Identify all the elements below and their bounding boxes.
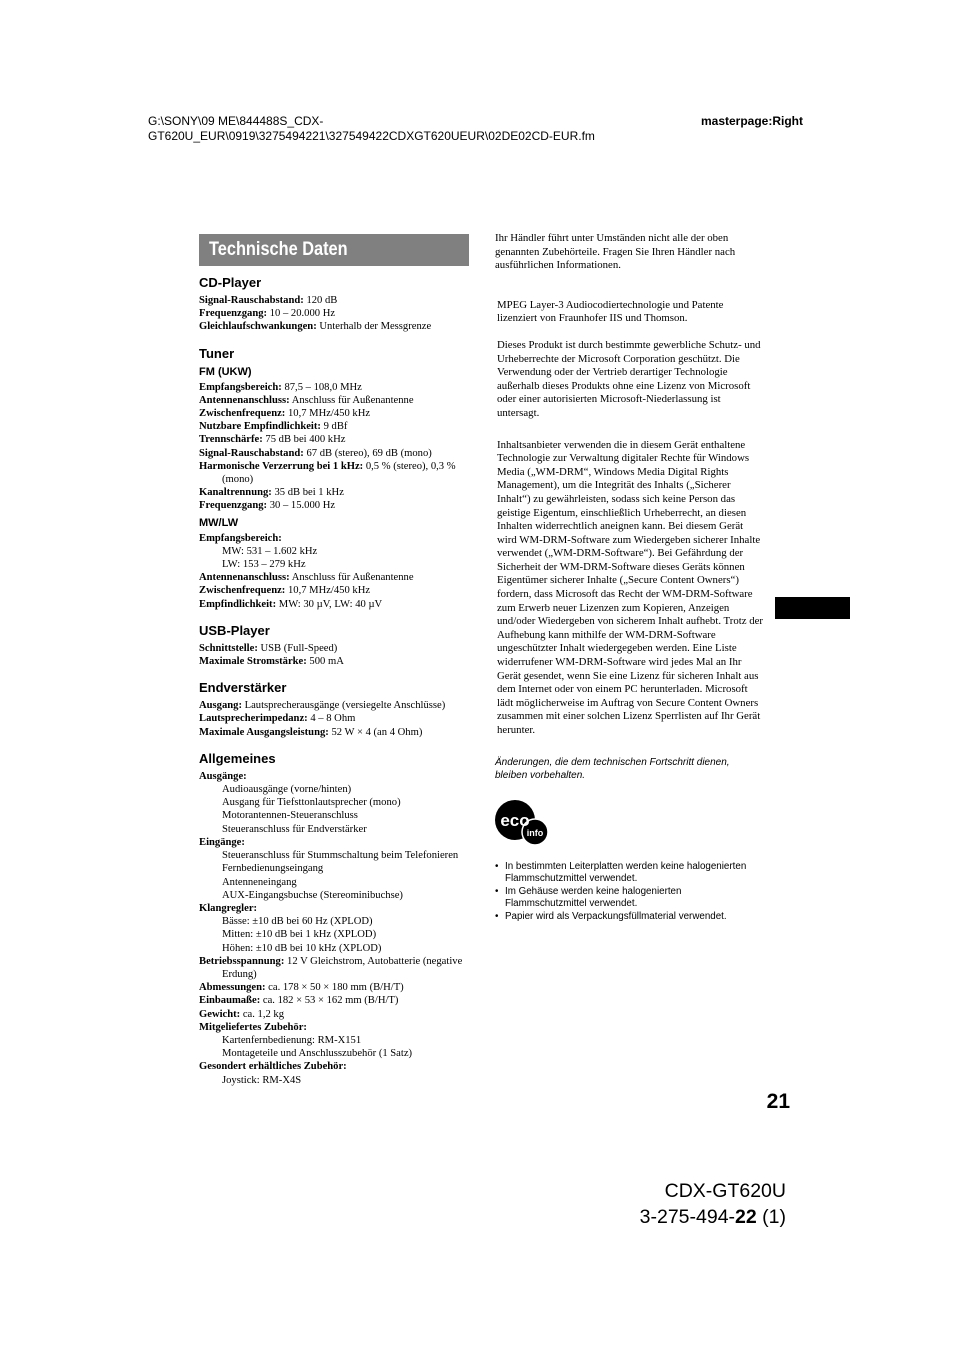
amp-specs: Ausgang: Lautsprecherausgänge (versiegelte Anschlüsse) Lautsprecherimpedanz: 4 – 8 Ohm Maximale Ausgangsleistung: 52 W × 4 (an 4 Ohm)	[199, 700, 446, 738]
cd-specs: Signal-Rauschabstand: 120 dB Frequenzgang: 10 – 20.000 Hz Gleichlaufschwankungen: Unterhalb der Messgrenze	[199, 295, 432, 333]
language-tab-marker	[775, 597, 850, 619]
eco-info-icon	[495, 800, 763, 853]
section-title-bar	[199, 234, 469, 266]
list-item: • Im Gehäuse werden keine halogenierten Flammschutzmittel verwendet.	[495, 886, 763, 911]
svg-text:eco: eco	[500, 810, 530, 830]
file-path-line-2: GT620U_EUR\0919\3275494221\327549422CDXGT620UEUR\02DE02CD-EUR.fm	[148, 129, 595, 143]
cd-heading: CD-Player	[199, 275, 262, 290]
model-name: CDX-GT620U	[664, 1180, 786, 1202]
section-title: Technische Daten	[209, 239, 348, 260]
svg-text:info: info	[526, 827, 544, 838]
amp-heading: Endverstärker	[199, 680, 287, 696]
microsoft-note: Dieses Produkt ist durch bestimmte gewerbliche Schutz- und Urheberrechte der Microsoft Corporation geschützt. Die Verwendung oder der Vertrieb derartiger Technologie außerhalb dieses Produkts ohne eine Lizenz von Microsoft oder einer autorisierten Microsoft-Niederlassung ist untersagt.	[497, 338, 761, 419]
changes-note: Änderungen, die dem technischen Fortschritt dienen, bleiben vorbehalten.	[495, 756, 730, 781]
tuner-heading: Tuner	[199, 345, 235, 361]
info-column	[495, 232, 763, 924]
wmdrm-note: Inhaltsanbieter verwenden die in diesem Gerät enthaltene Technologie zur Verwaltung digitaler Rechte für Windows Media („WM-DRM“, Windows Media Digital Rights Management), um die Integrität des Inhalts („Sicherer Inhalt“) zu gewährleisten, sodass sich keine Person das geistige Eigentum, einschließlich Urheberrecht, an diesen Inhalten widerrechtlich aneignen kann. Bei diesem Gerät wird WM-DRM-Software zum Wiedergeben sicherer Inhalte verwendet („WM-DRM-Software“). Bei Gefährdung der Sicherheit der WM-DRM-Software dieses Geräts können Eigentümer sicherer Inhalte („Secure Content Owners“) fordern, dass Microsoft das Recht der WM-DRM-Software zum Erwerb neuer Lizenzen zum Kopieren, Anzeigen und/oder Wiedergeben von sicherem Inhalt aufhebt. Trotz der Aufhebung kann mithilfe der WM-DRM-Software ungeschützter Inhalt wiedergegeben werden. Eine Liste widerrufener WM-DRM-Software wird jedes Mal an Ihr Gerät gesendet, wenn Sie eine Lizenz für sicheren Inhalt aus dem Internet oder von einem PC herunterladen. Microsoft lädt möglicherweise im Auftrag von Secure Content Owners zusammen mit einer solchen Lizenz Sperrlisten auf Ihr Gerät herunter.	[497, 438, 764, 736]
usb-heading: USB-Player	[199, 622, 270, 638]
file-path-header	[148, 114, 595, 144]
mwlw-heading: MW/LW	[199, 516, 239, 529]
general-specs: Ausgänge: Audioausgänge (vorne/hinten) Ausgang für Tiefsttonlautsprecher (mono) Motorantennen-Steueranschluss Steueranschluss für Endverstärker Eingänge: Steueranschluss für Stummschaltung beim Telefonieren Fernbedienungseingang Antenneneingang AUX-Eingangsbuchse (Stereominibuchse) Klangregler: Bässe: ±10 dB bei 60 Hz (XPLOD) Mitten: ±10 dB bei 1 kHz (XPLOD) Höhen: ±10 dB bei 10 kHz (XPLOD) Betriebsspannung: 12 V Gleichstrom, Autobatterie (negative Erdung) Abmessungen: ca. 178 × 50 × 180 mm (B/H/T) Einbaumaße: ca. 182 × 53 × 162 mm (B/H/T) Gewicht: ca. 1,2 kg Mitgeliefertes Zubehör: Kartenfernbedienung: RM-X151 Montageteile und Anschlusszubehör (1 Satz) Gesondert erhältliches Zubehör: Joystick: RM-X4S	[199, 770, 463, 1086]
spec-column	[199, 234, 469, 1087]
usb-specs: Schnittstelle: USB (Full-Speed) Maximale Stromstärke: 500 mA	[199, 642, 344, 668]
fm-heading: FM (UKW)	[199, 365, 252, 378]
general-heading: Allgemeines	[199, 750, 276, 766]
page-number: 21	[766, 1090, 790, 1113]
model-footer	[640, 1178, 786, 1230]
file-path-line-1: G:\SONY\09 ME\844488S_CDX-	[148, 114, 324, 128]
list-item: • In bestimmten Leiterplatten werden keine halogenierten Flammschutzmittel verwendet.	[495, 861, 763, 886]
masterpage-label: masterpage:Right	[700, 114, 803, 128]
list-item: • Papier wird als Verpackungsfüllmaterial verwendet.	[495, 911, 763, 924]
mpeg-license-note: MPEG Layer-3 Audiocodiertechnologie und Patente lizenziert von Fraunhofer IIS und Thomson.	[497, 298, 724, 325]
eco-bullet-list	[495, 861, 763, 924]
fm-specs: Empfangsbereich: 87,5 – 108,0 MHz Antennenanschluss: Anschluss für Außenantenne Zwischenfrequenz: 10,7 MHz/450 kHz Nutzbare Empfindlichkeit: 9 dBf Trennschärfe: 75 dB bei 400 kHz Signal-Rauschabstand: 67 dB (stereo), 69 dB (mono) Harmonische Verzerrung bei 1 kHz: 0,5 % (stereo), 0,3 % (mono) Kanaltrennung: 35 dB bei 1 kHz Frequenzgang: 30 – 15.000 Hz	[199, 381, 456, 512]
accessories-note: Ihr Händler führt unter Umständen nicht alle der oben genannten Zubehörteile. Fragen Sie Ihren Händler nach ausführlichen Informationen.	[495, 232, 736, 272]
part-number: 3-275-494-22 (1)	[639, 1206, 786, 1228]
mwlw-specs: Empfangsbereich: MW: 531 – 1.602 kHz LW: 153 – 279 kHz Antennenanschluss: Anschluss für Außenantenne Zwischenfrequenz: 10,7 MHz/450 kHz Empfindlichkeit: MW: 30 µV, LW: 40 µV	[199, 532, 414, 610]
